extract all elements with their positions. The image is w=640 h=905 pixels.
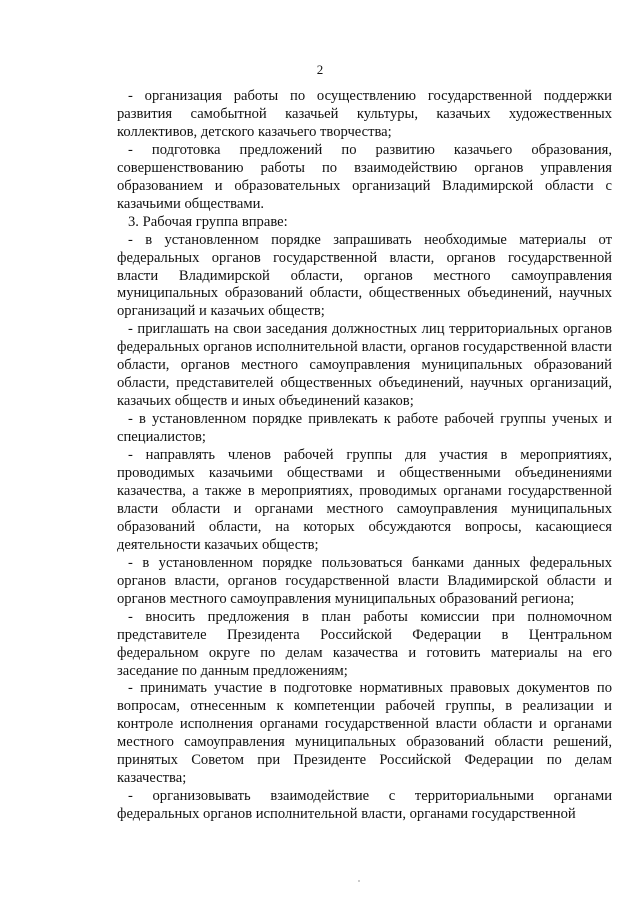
paragraph-education-proposals: - подготовка предложений по развитию казачьего образования, совершенствованию работы по взаимодействию органов управления образованием и образовательных организаций Владимирской области с казачьими обществами. xyxy=(117,141,612,212)
paragraph-use-databases: - в установленном порядке пользоваться банками данных федеральных органов власти, органов государственной власти Владимирской области и органов местного самоуправления муниципальных образований региона; xyxy=(117,554,612,607)
paragraph-request-materials: - в установленном порядке запрашивать необходимые материалы от федеральных органов государственной власти, органов государственной власти Владимирской области, органов местного самоуправления муниципальных образований области, общественных объединений, научных организаций и казачьих обществ; xyxy=(117,231,612,320)
paragraph-submit-proposals: - вносить предложения в план работы комиссии при полномочном представителе Президента Российской Федерации в Центральном федеральном округе по делам казачества и готовить материалы на его заседание по данным предложениям; xyxy=(117,608,612,679)
paragraph-organize-interaction: - организовывать взаимодействие с территориальными органами федеральных органов исполнительной власти, органами государственной xyxy=(117,788,612,823)
paragraph-invite-officials: - приглашать на свои заседания должностных лиц территориальных органов федеральных органов исполнительной власти, органов государственной власти области, органов местного самоуправления муниципальных образований области, представителей общественных объединений, научных организаций, казачьих обществ и иных объединений казаков; xyxy=(117,321,612,410)
scan-artifact xyxy=(358,880,360,882)
paragraph-cultural-support: - организация работы по осуществлению государственной поддержки развития самобытной казачьей культуры, казачьих художественных коллективов, детского казачьего творчества; xyxy=(117,88,612,140)
section-heading-rights: 3. Рабочая группа вправе: xyxy=(128,213,288,230)
paragraph-send-members: - направлять членов рабочей группы для участия в мероприятиях, проводимых казачьими обществами и общественными объединениями казачества, а также в мероприятиях, проводимых органами государственной власти области и органами местного самоуправления муниципальных образований области, на которых обсуждаются вопросы, касающиеся деятельности казачьих обществ; xyxy=(117,447,612,553)
document-body xyxy=(117,88,612,824)
page-number: 2 xyxy=(316,62,324,77)
paragraph-involve-scientists: - в установленном порядке привлекать к работе рабочей группы ученых и специалистов; xyxy=(117,411,612,446)
paragraph-legal-documents: - принимать участие в подготовке нормативных правовых документов по вопросам, отнесенным к компетенции рабочей группы, в реализации и контроле исполнения органами государственной власти области и органами местного самоуправления муниципальных образований области решений, принятых Советом при Президенте Российской Федерации по делам казачества; xyxy=(117,680,612,787)
